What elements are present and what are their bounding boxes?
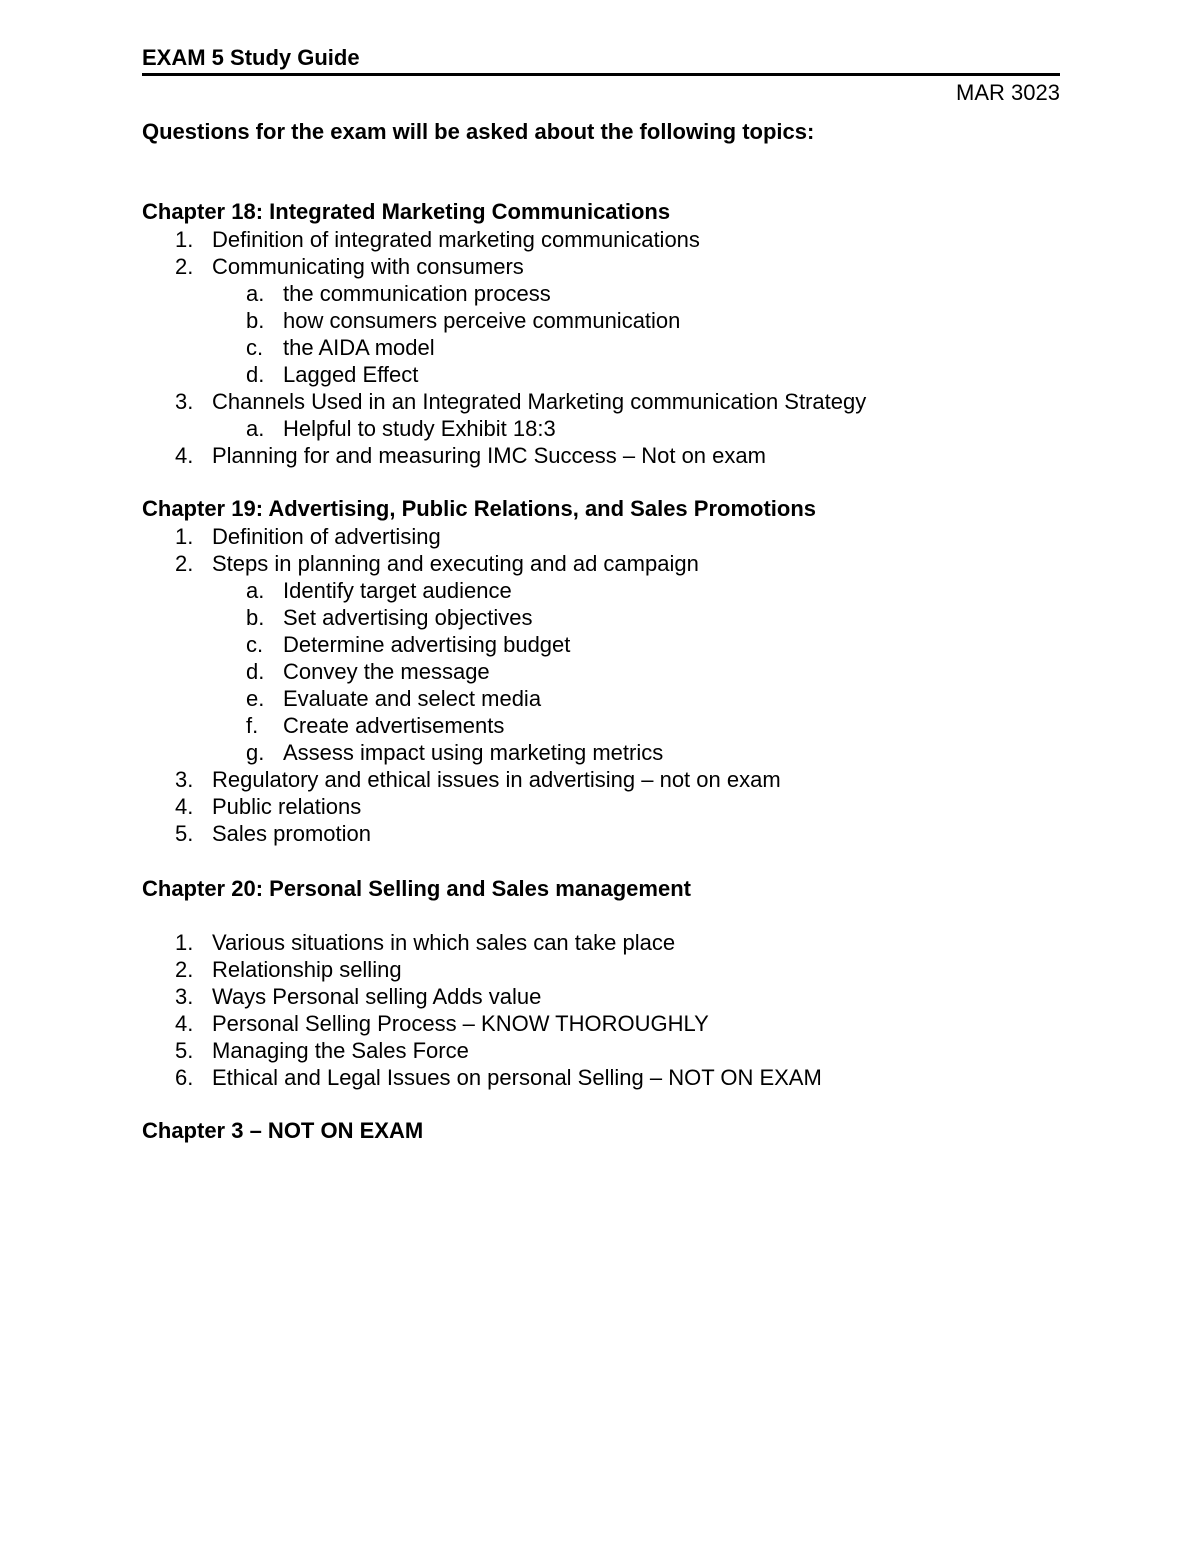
list-item: 2. Steps in planning and executing and ad campaign <box>175 551 699 576</box>
sub-list-item: b. Set advertising objectives <box>246 605 533 630</box>
list-item: 4. Public relations <box>175 794 362 819</box>
sub-list-item: a. Helpful to study Exhibit 18:3 <box>246 416 556 441</box>
chapter-list <box>142 523 1060 847</box>
list-item: 5. Managing the Sales Force <box>175 1038 469 1063</box>
intro-heading: Questions for the exam will be asked about the following topics: <box>142 119 815 144</box>
sub-list-item: e. Evaluate and select media <box>246 686 542 711</box>
chapter-title: Chapter 18: Integrated Marketing Communications <box>142 199 671 224</box>
sub-list-item: d. Lagged Effect <box>246 362 419 387</box>
sub-list-item: c. the AIDA model <box>246 335 435 360</box>
chapter-title: Chapter 19: Advertising, Public Relations, and Sales Promotions <box>142 496 816 521</box>
sub-list-item: g. Assess impact using marketing metrics <box>246 740 664 765</box>
list-item: 1. Definition of advertising <box>175 524 441 549</box>
sub-list-item: a. the communication process <box>246 281 551 306</box>
sub-list-item: f. Create advertisements <box>246 713 505 738</box>
list-item: 4. Planning for and measuring IMC Success – Not on exam <box>175 443 766 468</box>
list-item: 2. Relationship selling <box>175 957 402 982</box>
list-item: 6. Ethical and Legal Issues on personal Selling – NOT ON EXAM <box>175 1065 822 1090</box>
list-item: 3. Regulatory and ethical issues in advertising – not on exam <box>175 767 781 792</box>
sub-list-item: b. how consumers perceive communication <box>246 308 681 333</box>
sub-list-item: d. Convey the message <box>246 659 490 684</box>
header-rule <box>142 73 1060 76</box>
chapter-20 <box>142 875 1060 1091</box>
course-code: MAR 3023 <box>956 80 1060 105</box>
list-item: 1. Definition of integrated marketing communications <box>175 227 700 252</box>
sub-list-item: a. Identify target audience <box>246 578 512 603</box>
list-item: 3. Ways Personal selling Adds value <box>175 984 542 1009</box>
chapter-title: Chapter 3 – NOT ON EXAM <box>142 1118 424 1143</box>
list-item: 1. Various situations in which sales can take place <box>175 930 676 955</box>
sub-list-item: c. Determine advertising budget <box>246 632 571 657</box>
document-title: EXAM 5 Study Guide <box>142 45 360 70</box>
list-item: 5. Sales promotion <box>175 821 371 846</box>
list-item: 4. Personal Selling Process – KNOW THOROUGHLY <box>175 1011 709 1036</box>
chapter-19 <box>142 495 1060 847</box>
chapter-list <box>142 226 1060 469</box>
list-item: 2. Communicating with consumers <box>175 254 524 279</box>
chapter-list <box>142 929 1060 1091</box>
chapter-title: Chapter 20: Personal Selling and Sales management <box>142 876 691 901</box>
list-item: 3. Channels Used in an Integrated Marketing communication Strategy <box>175 389 867 414</box>
document-page <box>142 44 1060 1145</box>
chapter-18 <box>142 198 1060 469</box>
chapter-3 <box>142 1117 1060 1145</box>
